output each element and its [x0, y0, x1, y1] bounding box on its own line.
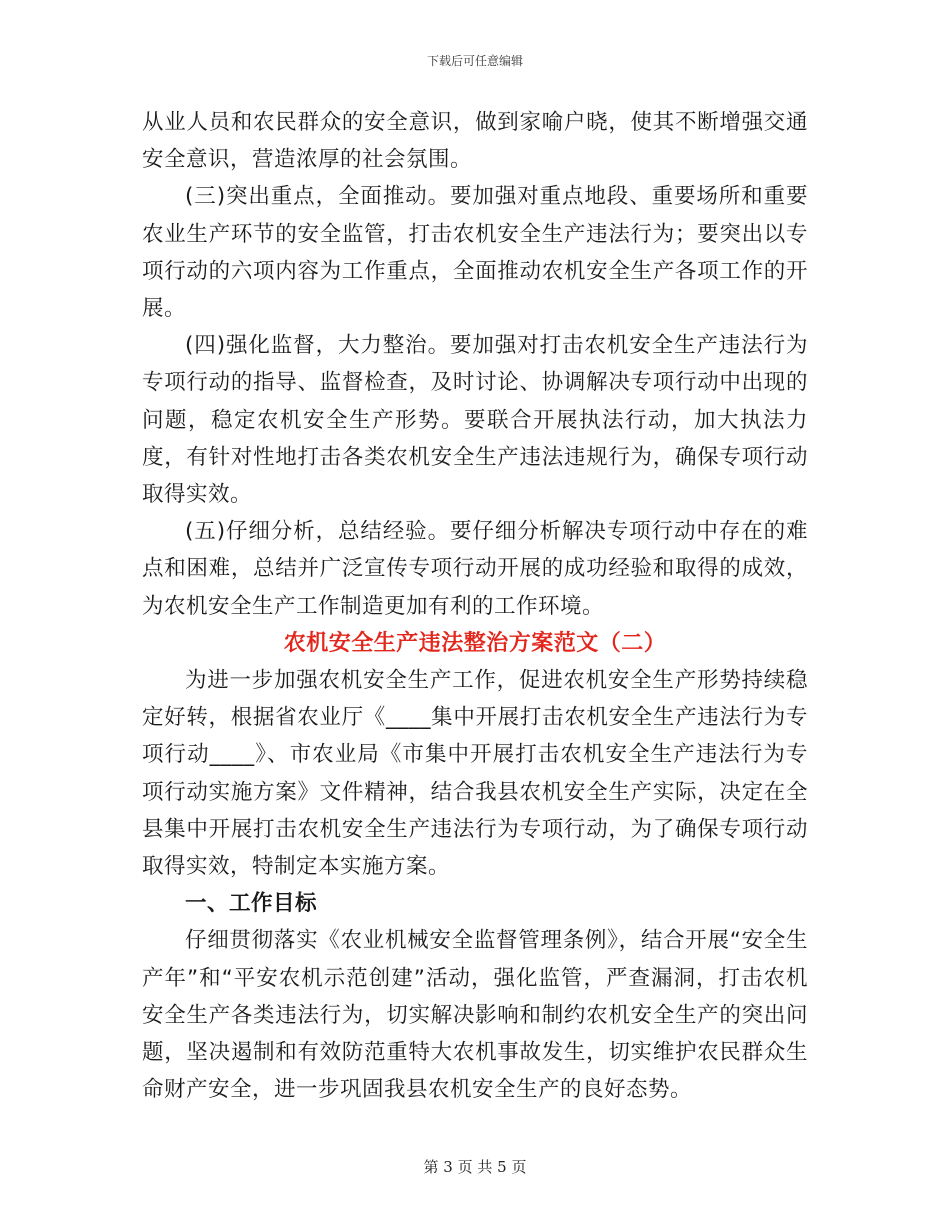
page-number: 第 3 页 共 5 页 [423, 1158, 527, 1176]
section-heading-goals: 一、工作目标 [185, 891, 318, 917]
section-title: 农机安全生产违法整治方案范文（二） [283, 630, 667, 656]
paragraph-intro: 为进一步加强农机安全生产工作，促进农机安全生产形势持续稳定好转，根据省农业厅《____集中开展打击农机安全生产违法行为专项行动____》、市农业局《市集中开展打击农机安全生产违法行为专项行动实施方案》文件精神，结合我县农机安全生产实际，决定在全县集中开展打击农机安全生产违法行为专项行动，为了确保专项行动取得实效，特制定本实施方案。 [142, 668, 808, 880]
paragraph-goals: 仔细贯彻落实《农业机械安全监督管理条例》，结合开展“安全生产年”和“平安农机示范创建”活动，强化监管，严查漏洞，打击农机安全生产各类违法行为，切实解决影响和制约农机安全生产的突出问题，坚决遏制和有效防范重特大农机事故发生，切实维护农民群众生命财产安全，进一步巩固我县农机安全生产的良好态势。 [142, 928, 808, 1103]
paragraph-continuation: 从业人员和农民群众的安全意识，做到家喻户晓，使其不断增强交通安全意识，营造浓厚的社会氛围。 [142, 110, 808, 173]
paragraph-point-4: (四)强化监督，大力整治。要加强对打击农机安全生产违法行为专项行动的指导、监督检查，及时讨论、协调解决专项行动中出现的问题，稳定农机安全生产形势。要联合开展执法行动，加大执法力度，有针对性地打击各类农机安全生产违法违规行为，确保专项行动取得实效。 [142, 333, 808, 508]
document-body [142, 104, 808, 1108]
paragraph-point-3: (三)突出重点，全面推动。要加强对重点地段、重要场所和重要农业生产环节的安全监管，打击农机安全生产违法行为；要突出以专项行动的六项内容为工作重点，全面推动农机安全生产各项工作的开展。 [142, 184, 808, 322]
paragraph-point-5: (五)仔细分析，总结经验。要仔细分析解决专项行动中存在的难点和困难，总结并广泛宣传专项行动开展的成功经验和取得的成效，为农机安全生产工作制造更加有利的工作环境。 [142, 519, 808, 619]
page-header-note: 下载后可任意编辑 [426, 54, 523, 68]
